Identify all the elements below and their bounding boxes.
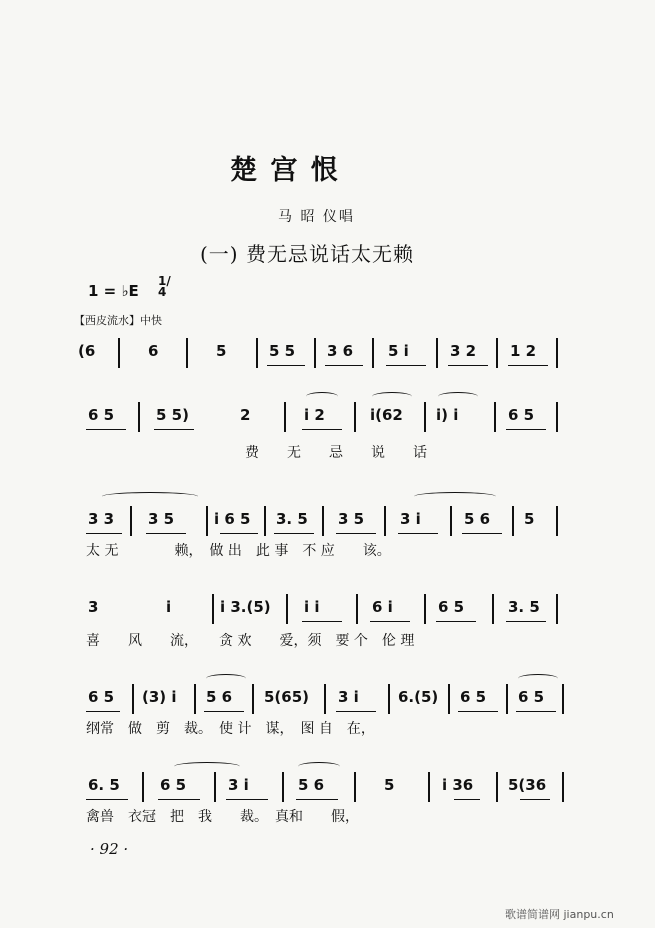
measure-notes: 5 5) [156,406,189,424]
measure-notes: 3 i [228,776,249,794]
underline-beam [146,533,186,534]
measure-notes: 5 [524,510,535,528]
score-row-3 [86,506,566,536]
barline [194,684,196,714]
underline-beam [386,365,426,366]
measure-notes: 6.(5) [398,688,439,706]
measure-notes: 5(36 [508,776,547,794]
slur [298,762,340,771]
barline [186,338,188,368]
slur [206,674,246,683]
barline [354,772,356,802]
barline [556,402,558,432]
tempo-marking: 【西皮流水】中快 [74,314,162,327]
underline-beam [220,533,258,534]
measure-notes: 2 [240,406,251,424]
barline [322,506,324,536]
barline [212,594,214,624]
underline-beam [226,799,268,800]
underline-beam [302,429,342,430]
slur [438,392,478,401]
measure-notes: 6 5 [88,406,115,424]
underline-beam [454,799,480,800]
underline-beam [506,621,546,622]
barline [492,594,494,624]
slur [102,492,198,501]
measure-notes: 6 i [372,598,393,616]
underline-beam [86,799,128,800]
score-row-6 [86,772,566,802]
measure-notes: i 3.(5) [220,598,271,616]
barline [324,684,326,714]
score-row-2 [86,402,566,432]
measure-notes: 6 [148,342,159,360]
barline [372,338,374,368]
measure-notes: 5 [384,776,395,794]
measure-notes: 3 [88,598,99,616]
lyric-line: 费 无 忌 说 话 [245,445,427,461]
measure-notes: 6 5 [460,688,487,706]
barline [424,402,426,432]
barline [506,684,508,714]
barline [556,594,558,624]
underline-beam [506,429,546,430]
measure-notes: 6 5 [160,776,187,794]
slur [414,492,496,501]
barline [130,506,132,536]
measure-notes: 5(65) [264,688,310,706]
measure-notes: i [166,598,172,616]
measure-notes: 3 5 [338,510,365,528]
song-title: 楚 宫 恨 [230,155,340,186]
barline [436,338,438,368]
underline-beam [274,533,314,534]
barline [142,772,144,802]
measure-notes: 6 5 [518,688,545,706]
measure-notes: i 2 [304,406,325,424]
underline-beam [86,533,122,534]
measure-notes: i(62 [370,406,403,424]
score-row-1 [78,338,566,368]
section-title: (一) 费无忌说话太无赖 [200,242,414,266]
underline-beam [462,533,502,534]
barline [282,772,284,802]
barline [562,772,564,802]
measure-notes: 5 6 [464,510,491,528]
underline-beam [458,711,498,712]
underline-beam [336,711,376,712]
underline-beam [370,621,410,622]
measure-notes: 6 5 [508,406,535,424]
lyric-line: 太 无 赖， 做 出 此 事 不 应 该。 [86,543,391,559]
barline [286,594,288,624]
barline [496,772,498,802]
underline-beam [436,621,476,622]
measure-notes: 1 2 [510,342,537,360]
measure-notes: i 36 [442,776,474,794]
score-row-5 [86,684,566,714]
barline [314,338,316,368]
barline [512,506,514,536]
slur [174,762,240,771]
underline-beam [296,799,338,800]
measure-notes: (3) i [142,688,177,706]
measure-notes: 3 6 [327,342,354,360]
underline-beam [86,429,126,430]
measure-notes: 3 i [400,510,421,528]
barline [428,772,430,802]
barline [450,506,452,536]
underline-beam [398,533,438,534]
barline [494,402,496,432]
watermark: 歌谱简谱网 jianpu.cn [505,908,614,921]
page-number: · 92 · [90,840,129,858]
slur [372,392,412,401]
underline-beam [302,621,342,622]
barline [252,684,254,714]
measure-notes: 3. 5 [508,598,540,616]
barline [448,684,450,714]
underline-beam [158,799,200,800]
underline-beam [520,799,550,800]
measure-notes: 5 5 [269,342,296,360]
lyric-line: 禽兽 衣冠 把 我 裁。 真和 假， [86,809,359,825]
measure-notes: i 6 5 [214,510,251,528]
lyric-line: 喜 风 流， 贪 欢 爱，须 要 个 伦 理 [86,633,415,649]
measure-notes: (6 [78,342,96,360]
singer-credit: 马 昭 仪唱 [278,209,355,225]
measure-notes: i) i [436,406,459,424]
underline-beam [508,365,548,366]
barline [556,338,558,368]
barline [206,506,208,536]
underline-beam [448,365,488,366]
barline [354,402,356,432]
underline-beam [325,365,363,366]
barline [132,684,134,714]
measure-notes: 3 2 [450,342,477,360]
measure-notes: 3. 5 [276,510,308,528]
barline [388,684,390,714]
measure-notes: 3 3 [88,510,115,528]
measure-notes: 6 5 [438,598,465,616]
slur [518,674,558,683]
barline [556,506,558,536]
underline-beam [516,711,556,712]
barline [562,684,564,714]
lyric-line: 纲常 做 剪 裁。 使 计 谋， 图 自 在， [86,721,375,737]
barline [424,594,426,624]
underline-beam [86,711,120,712]
barline [496,338,498,368]
barline [284,402,286,432]
score-row-4 [86,594,566,624]
measure-notes: 6 5 [88,688,115,706]
barline [264,506,266,536]
barline [138,402,140,432]
underline-beam [267,365,305,366]
measure-notes: 5 [216,342,227,360]
time-signature: 1/4 [158,274,171,299]
barline [214,772,216,802]
measure-notes: 3 5 [148,510,175,528]
underline-beam [204,711,244,712]
measure-notes: 5 6 [298,776,325,794]
measure-notes: 5 6 [206,688,233,706]
slur [306,392,338,401]
measure-notes: 6. 5 [88,776,120,794]
underline-beam [336,533,376,534]
measure-notes: 5 i [388,342,409,360]
key-signature: 1 = ♭E [88,282,139,300]
barline [384,506,386,536]
measure-notes: i i [304,598,320,616]
underline-beam [154,429,194,430]
barline [356,594,358,624]
measure-notes: 3 i [338,688,359,706]
barline [256,338,258,368]
barline [118,338,120,368]
